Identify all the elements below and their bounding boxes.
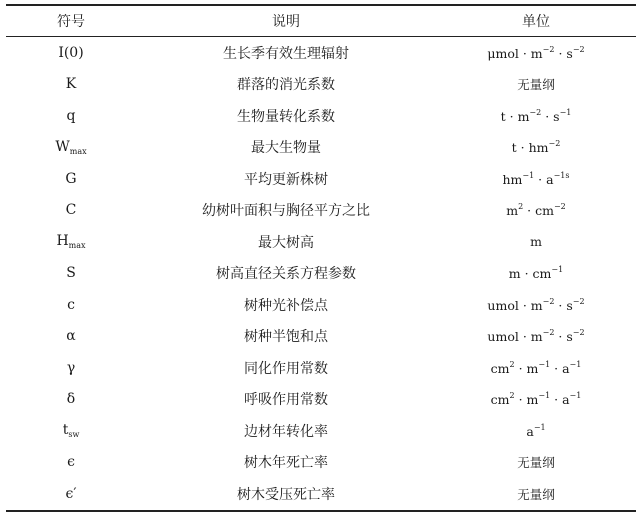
symbol-cell — [6, 352, 136, 384]
symbol-text: t — [62, 422, 69, 439]
unit-text: 无量纲 — [517, 486, 555, 502]
symbol-cell — [6, 226, 136, 258]
symbol-cell — [6, 478, 136, 511]
symbol-text: α — [66, 328, 76, 345]
symbol-text: G — [65, 170, 77, 187]
unit-text: m — [530, 234, 542, 250]
unit-text: m — [506, 203, 519, 219]
description-cell: 树木受压死亡率 — [136, 478, 436, 511]
unit-cell — [436, 447, 636, 479]
unit-text: · a — [534, 171, 554, 187]
table-row — [6, 195, 636, 227]
unit-cell — [436, 258, 636, 290]
symbol-cell — [6, 163, 136, 195]
table-row — [6, 321, 636, 353]
symbol-text: W — [55, 138, 70, 155]
symbol-cell — [6, 289, 136, 321]
symbol-subscript: max — [68, 241, 86, 251]
symbol-text: ϵ — [67, 454, 75, 471]
unit-text: · s — [554, 329, 573, 345]
symbol-cell — [6, 100, 136, 132]
unit-text: hm — [502, 171, 523, 187]
symbol-cell — [6, 37, 136, 69]
unit-exponent: −2 — [542, 44, 555, 54]
unit-cell — [436, 321, 636, 353]
unit-cell — [436, 415, 636, 447]
description-cell: 生长季有效生理辐射 — [223, 45, 349, 62]
unit-text: m · cm — [508, 266, 552, 282]
table-body — [6, 37, 636, 511]
unit-text: · a — [550, 392, 570, 408]
symbol-cell — [6, 132, 136, 164]
unit-cell — [436, 226, 636, 258]
unit-cell — [436, 195, 636, 227]
unit-exponent: −1 — [559, 107, 572, 117]
symbol-text: S — [66, 265, 76, 282]
unit-cell — [436, 132, 636, 164]
symbol-cell — [6, 447, 136, 479]
description-cell: 树高直径关系方程参数 — [216, 266, 356, 283]
table-row — [6, 226, 636, 258]
unit-exponent: −2 — [529, 107, 542, 117]
description-cell: 树种光补偿点 — [244, 297, 328, 314]
table-row — [6, 37, 636, 69]
unit-text: t · hm — [511, 140, 549, 156]
unit-exponent: −2 — [553, 202, 566, 212]
unit-cell — [436, 384, 636, 416]
symbol-text: ϵ′ — [65, 485, 77, 502]
unit-exponent: −1 — [569, 391, 582, 401]
symbol-cell — [6, 415, 136, 447]
symbol-text: H — [56, 233, 69, 250]
table-row — [6, 289, 636, 321]
unit-text: cm — [490, 392, 510, 408]
unit-cell — [436, 163, 636, 195]
symbol-cell — [6, 69, 136, 101]
symbol-cell — [6, 258, 136, 290]
unit-text: · s — [554, 45, 573, 61]
symbol-text: q — [66, 107, 76, 124]
unit-exponent: −1 — [551, 265, 564, 275]
table-row — [6, 100, 636, 132]
symbol-subscript: max — [69, 146, 87, 156]
header-unit: 单位 — [436, 5, 636, 37]
unit-exponent: −2 — [542, 296, 555, 306]
table-row — [6, 69, 636, 101]
symbol-text: c — [67, 296, 75, 313]
unit-text: 无量纲 — [517, 77, 555, 93]
unit-text: umol · m — [487, 297, 543, 313]
description-cell: 群落的消光系数 — [237, 77, 335, 94]
unit-text: μmol · m — [487, 45, 543, 61]
unit-exponent: −1 — [538, 391, 551, 401]
symbol-text: γ — [66, 359, 76, 376]
unit-text: t · m — [500, 108, 530, 124]
header-description: 说明 — [136, 5, 436, 37]
description-cell: 最大生物量 — [251, 140, 321, 157]
description-cell: 最大树高 — [258, 234, 314, 251]
header-row — [6, 5, 636, 37]
unit-exponent: 2 — [518, 202, 524, 212]
table-row — [6, 447, 636, 479]
unit-exponent: −2 — [542, 328, 555, 338]
unit-exponent: −2 — [572, 44, 585, 54]
header-symbol: 符号 — [6, 5, 136, 37]
unit-exponent: −1s — [553, 170, 570, 180]
description-cell: 平均更新株树 — [244, 171, 328, 188]
unit-text: a — [526, 423, 534, 439]
symbol-text: K — [65, 76, 77, 93]
unit-text: · cm — [523, 203, 554, 219]
unit-text: · m — [514, 392, 539, 408]
unit-exponent: −2 — [548, 139, 561, 149]
unit-exponent: 2 — [509, 359, 515, 369]
unit-text: 无量纲 — [517, 455, 555, 471]
unit-exponent: −1 — [533, 422, 546, 432]
unit-cell — [436, 352, 636, 384]
symbol-cell — [6, 321, 136, 353]
parameter-table — [6, 4, 636, 512]
unit-cell — [436, 69, 636, 101]
unit-text: umol · m — [487, 329, 543, 345]
symbol-text: C — [65, 202, 77, 219]
symbol-text: I(0) — [58, 44, 84, 61]
table-row — [6, 384, 636, 416]
unit-exponent: −1 — [569, 359, 582, 369]
unit-text: · s — [541, 108, 560, 124]
unit-text: · s — [554, 297, 573, 313]
unit-text: cm — [490, 360, 510, 376]
symbol-cell — [6, 195, 136, 227]
symbol-text: δ — [66, 391, 76, 408]
table-row — [6, 258, 636, 290]
description-cell: 树木年死亡率 — [244, 455, 328, 472]
unit-exponent: −1 — [538, 359, 551, 369]
description-cell: 边材年转化率 — [244, 423, 328, 440]
description-cell: 树种半饱和点 — [244, 329, 328, 346]
unit-cell — [436, 289, 636, 321]
description-cell: 同化作用常数 — [244, 360, 328, 377]
symbol-cell — [6, 384, 136, 416]
unit-text: · a — [550, 360, 570, 376]
unit-exponent: −1 — [522, 170, 535, 180]
table-row — [6, 163, 636, 195]
description-cell: 生物量转化系数 — [237, 108, 335, 125]
table-row — [6, 478, 636, 511]
description-cell: 幼树叶面积与胸径平方之比 — [202, 203, 370, 220]
unit-exponent: −2 — [572, 296, 585, 306]
unit-exponent: 2 — [509, 391, 515, 401]
table-row — [6, 415, 636, 447]
unit-text: · m — [514, 360, 539, 376]
unit-exponent: −2 — [572, 328, 585, 338]
table-row — [6, 132, 636, 164]
unit-cell — [436, 37, 636, 69]
table-row — [6, 352, 636, 384]
unit-cell — [436, 100, 636, 132]
table-header — [6, 5, 636, 37]
unit-cell — [436, 478, 636, 511]
symbol-subscript: sw — [68, 430, 80, 440]
description-cell: 呼吸作用常数 — [244, 392, 328, 409]
